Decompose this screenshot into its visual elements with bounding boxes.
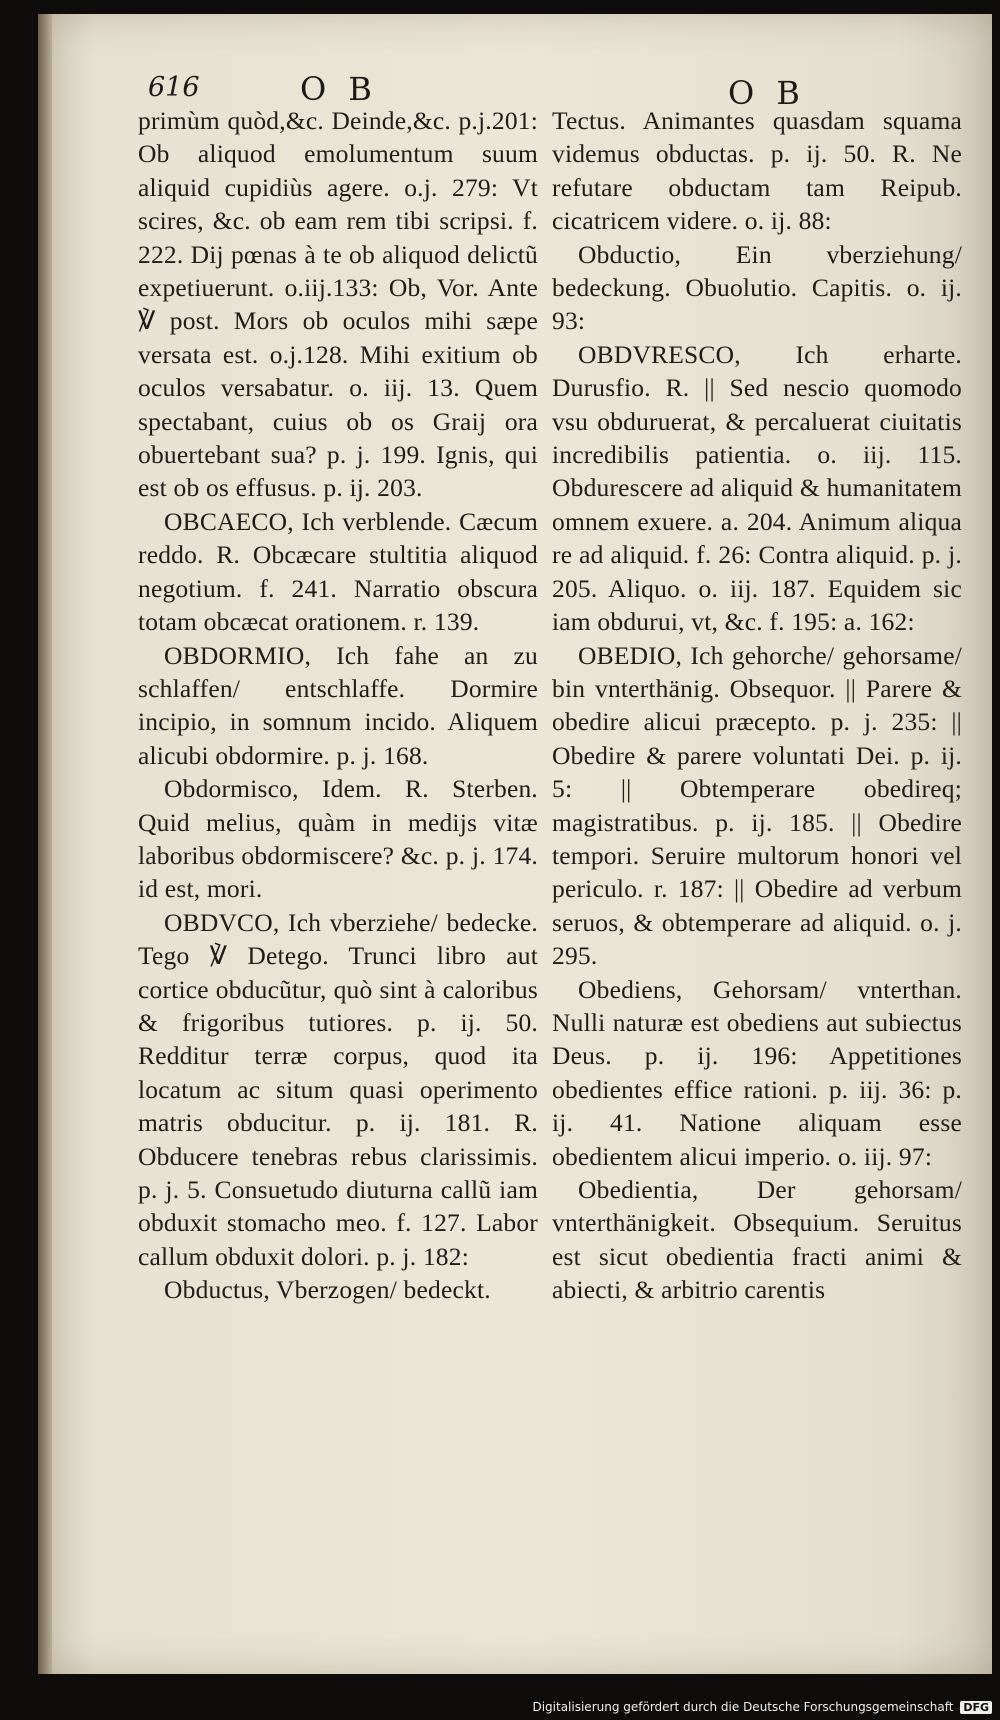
digitization-footer [532,1700,992,1714]
dictionary-entry: Obediens, Gehorsam/ vnterthan. Nulli naturæ est obediens aut subiectus Deus. p. ij. 196: Appetitiones obedientes effice rationi. p. iij. 36: p. ij. 41. Natione aliquam esse obedientem alicui imperio. o. iij. 97: [552,974,962,1171]
dfg-logo: DFG [960,1701,992,1714]
book-page [38,14,992,1674]
dictionary-entry: Tectus. Animantes quasdam squama videmus obductas. p. ij. 50. R. Ne refutare obductam tam Reipub. cicatricem videre. o. ij. 88: [552,106,962,236]
dictionary-entry: Obductio, Ein vberziehung/ bedeckung. Obuolutio. Capitis. o. ij. 93: [552,239,962,336]
dictionary-entry: OBEDIO, Ich gehorche/ gehorsame/ bin vnterthänig. Obsequor. || Parere & obedire alicui præcepto. p. j. 235: || Obedire & parere voluntati Dei. p. ij. 5: || Obtemperare obedireq; magistratibus. p. ij. 185. || Obedire tempori. Seruire multorum honori vel periculo. r. 187: || Obedire ad verbum seruos, & obtemperare ad aliquid. o. j. 295. [552,640,962,971]
dictionary-entry: OBDVCO, Ich vberziehe/ bedecke. Tego ℣ Detego. Trunci libro aut cortice obducũtur, quò sint à caloribus & frigoribus tutiores. p. ij. 50. Redditur terræ corpus, quod ita locatum ac situm quasi operimento matris obducitur. p. ij. 181. R. Obducere tenebras rebus clarissimis. p. j. 5. Consuetudo diuturna callũ iam obduxit stomacho meo. f. 127. Labor callum obduxit dolori. p. j. 182: [138,907,538,1271]
right-heading: O B [728,74,806,112]
dictionary-entry: OBDORMIO, Ich fahe an zu schlaffen/ entschlaffe. Dormire incipio, in somnum incido. Aliquem alicubi obdormire. p. j. 168. [138,640,538,770]
dictionary-entry: primùm quòd,&c. Deinde,&c. p.j.201: Ob aliquod emolumentum suum aliquid cupidiùs agere. o.j. 279: Vt scires, &c. ob eam rem tibi scripsi. f. 222. Dij pœnas à te ob aliquod delictũ expetiuerunt. o.iij.133: Ob, Vor. Ante ℣ post. Mors ob oculos mihi sæpe versata est. o.j.128. Mihi exitium ob oculos versabatur. o. iij. 13. Quem spectabant, cuius ob os Graij ora obuertebant sua? p. j. 199. Ignis, qui est ob os effusus. p. ij. 203. [138,106,538,503]
page-number: 616 [148,72,200,103]
book-spine [38,14,52,1674]
dictionary-entry: OBCAECO, Ich verblende. Cæcum reddo. R. Obcæcare stultitia aliquod negotium. f. 241. Narratio obscura totam obcæcat orationem. r. 139. [138,506,538,637]
dictionary-entry: Obedientia, Der gehorsam/ vnterthänigkeit. Obsequium. Seruitus est sicut obedientia fracti animi & abiecti, & arbitrio carentis [552,1175,962,1305]
right-column [552,104,962,1644]
dictionary-entry: OBDVRESCO, Ich erharte. Durusfio. R. || Sed nescio quomodo vsu obduruerat, & percaluerat ciuitatis incredibilis patientia. o. iij. 115. Obdurescere ad aliquid & humanitatem omnem exuere. a. 204. Animum aliqua re ad aliquid. f. 26: Contra aliquid. p. j. 205. Aliquo. o. iij. 187. Equidem sic iam obdurui, vt, &c. f. 195: a. 162: [552,339,962,637]
dictionary-entry: Obdormisco, Idem. R. Sterben. Quid melius, quàm in medijs vitæ laboribus obdormiscere? &c. p. j. 174. id est, mori. [138,774,538,904]
footer-credit: Digitalisierung gefördert durch die Deutsche Forschungsgemeinschaft [532,1700,954,1714]
left-column [138,104,538,1644]
left-heading: O B [300,70,378,108]
dictionary-entry: Obductus, Vberzogen/ bedeckt. [164,1275,491,1305]
